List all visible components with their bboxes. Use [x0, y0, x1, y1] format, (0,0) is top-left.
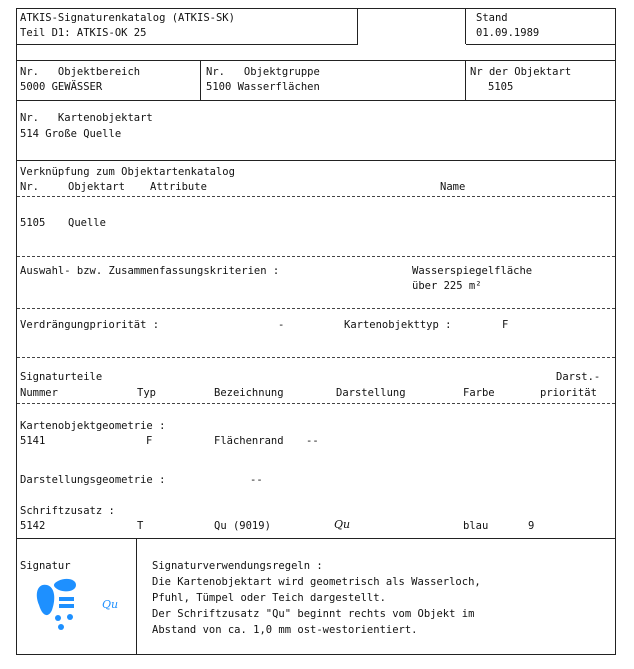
spring-dot-3 [58, 624, 64, 630]
link-col-nr: Nr. [20, 181, 39, 193]
lettering-prioritaet: 9 [528, 520, 535, 532]
geometry-bezeichnung: Flächenrand [214, 435, 284, 447]
selection-label: Auswahl- bzw. Zusammenfassungskriterien : [20, 265, 280, 277]
selection-top-separator [17, 256, 615, 257]
object-area-value: 5000 GEWÄSSER [20, 81, 103, 93]
header-divider-2 [465, 8, 466, 44]
frame-left-line [16, 8, 17, 654]
stand-date: 01.09.1989 [476, 27, 540, 39]
catalog-title: ATKIS-Signaturenkatalog (ATKIS-SK) [20, 12, 235, 24]
object-group-label: Nr. Objektgruppe [206, 66, 320, 78]
object-area-label: Nr. Objektbereich [20, 66, 141, 78]
object-row-top-line [16, 60, 358, 61]
link-col-attribute: Attribute [150, 181, 207, 193]
geometry-nummer: 5141 [20, 435, 46, 447]
frame-bottom-line [16, 654, 616, 655]
signatur-symbol-text: Qu [102, 598, 119, 611]
header-bottom-line-right [466, 44, 616, 45]
signature-parts-header-separator [17, 403, 615, 404]
object-group-value: 5100 Wasserflächen [206, 81, 320, 93]
selection-value-line2: über 225 m² [412, 280, 482, 292]
link-heading: Verknüpfung zum Objektartenkatalog [20, 166, 235, 178]
priority-label: Verdrängungpriorität : [20, 319, 160, 331]
link-col-name: Name [440, 181, 466, 193]
selection-value-line1: Wasserspiegelfläche [412, 265, 533, 277]
display-geometry-label: Darstellungsgeometrie : [20, 474, 166, 486]
geometry-darstellung: -- [306, 435, 319, 447]
signature-parts-col-farbe: Farbe [463, 387, 495, 399]
priority-top-separator [17, 308, 615, 309]
header-mid-line [358, 60, 466, 61]
signature-parts-col-prio-2: priorität [540, 387, 597, 399]
rules-line-1: Die Kartenobjektart wird geometrisch als Wasserloch, [152, 576, 481, 588]
lettering-heading: Schriftzusatz : [20, 505, 115, 517]
geometry-heading: Kartenobjektgeometrie : [20, 420, 166, 432]
frame-right-line [615, 8, 616, 654]
object-type-number-value: 5105 [488, 81, 514, 93]
signature-parts-col-bezeichnung: Bezeichnung [214, 387, 284, 399]
signature-parts-top-separator [17, 357, 615, 358]
lettering-farbe: blau [463, 520, 489, 532]
display-geometry-value: -- [250, 474, 263, 486]
signatur-top-line [16, 538, 616, 539]
spring-pond-shape [37, 585, 54, 615]
signature-parts-col-prio-1: Darst.- [556, 371, 601, 383]
stand-label: Stand [476, 12, 508, 24]
link-row-nr: 5105 [20, 217, 46, 229]
signatur-label: Signatur [20, 560, 71, 572]
spring-dot-1 [55, 615, 61, 621]
lettering-nummer: 5142 [20, 520, 46, 532]
rules-line-3: Der Schriftzusatz "Qu" beginnt rechts vom Objekt im [152, 608, 475, 620]
lettering-typ: T [137, 520, 144, 532]
map-object-type-label: Kartenobjekttyp : [344, 319, 452, 331]
rules-heading: Signaturverwendungsregeln : [152, 560, 323, 572]
signature-parts-col-typ: Typ [137, 387, 156, 399]
priority-value: - [278, 319, 285, 331]
map-object-type-value: F [502, 319, 509, 331]
frame-top-line [16, 8, 616, 9]
signatur-divider [136, 538, 137, 654]
link-col-objektart: Objektart [68, 181, 125, 193]
lettering-bezeichnung: Qu (9019) [214, 520, 271, 532]
signature-parts-col-nummer: Nummer [20, 387, 58, 399]
header-divider-1 [357, 8, 358, 44]
header-bottom-line-left [16, 44, 358, 45]
lettering-darstellung: Qu [334, 518, 351, 531]
object-divider-2 [465, 60, 466, 100]
spring-water-line-1 [59, 597, 74, 601]
map-object-label: Nr. Kartenobjektart [20, 112, 153, 124]
signature-parts-heading: Signaturteile [20, 371, 103, 383]
catalog-part: Teil D1: ATKIS-OK 25 [20, 27, 147, 39]
object-row-top-line-right [466, 60, 616, 61]
spring-dot-2 [67, 614, 73, 620]
object-type-number-label: Nr der Objektart [470, 66, 572, 78]
geometry-typ: F [146, 435, 153, 447]
link-row-objektart: Quelle [68, 217, 106, 229]
map-object-value: 514 Große Quelle [20, 128, 122, 140]
signature-parts-col-darstellung: Darstellung [336, 387, 406, 399]
spring-water-blob [54, 579, 76, 591]
rules-line-2: Pfuhl, Tümpel oder Teich dargestellt. [152, 592, 386, 604]
spring-water-line-2 [59, 604, 74, 608]
object-row-bottom-line [16, 100, 616, 101]
object-divider-1 [200, 60, 201, 100]
map-object-bottom-line [16, 160, 616, 161]
rules-line-4: Abstand von ca. 1,0 mm ost-westorientiert. [152, 624, 418, 636]
link-header-separator [17, 196, 615, 197]
